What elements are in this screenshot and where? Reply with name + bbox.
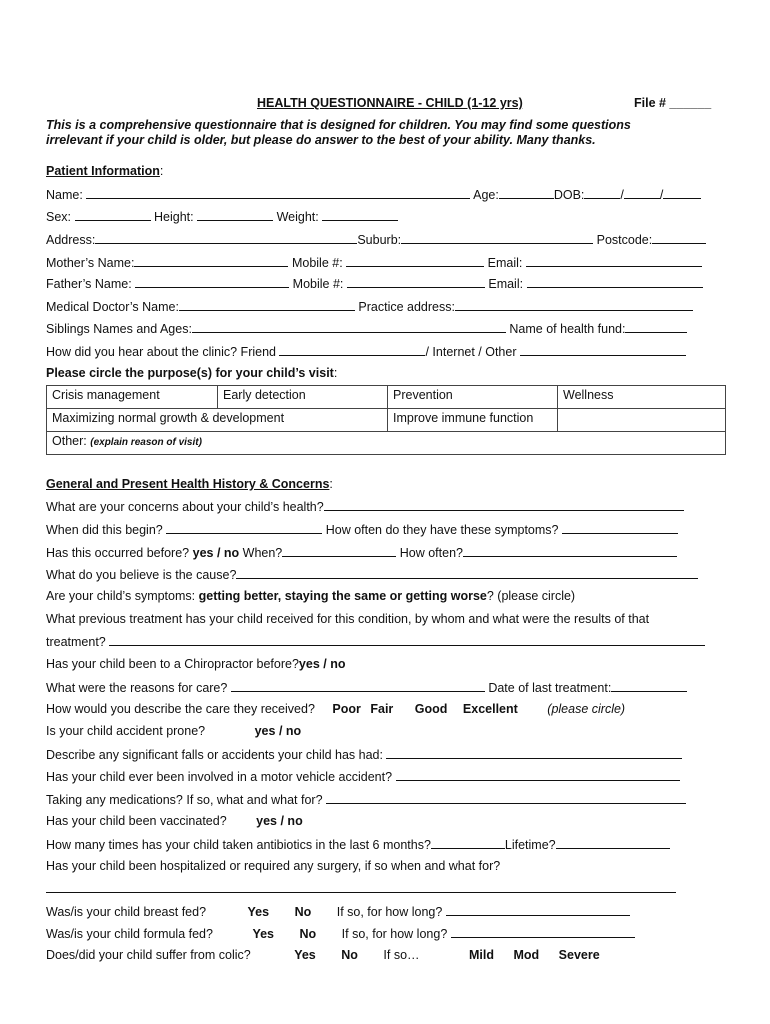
previous-treatment-label-2: treatment?	[46, 635, 106, 649]
yes-option[interactable]: Yes	[247, 905, 270, 919]
row-sex	[46, 209, 398, 224]
doctor-name-label: Medical Doctor’s Name:	[46, 300, 179, 314]
if-so-label: If so…	[383, 948, 420, 962]
mother-mobile-field[interactable]	[346, 255, 484, 267]
dob-slash: /	[620, 188, 624, 202]
mother-name-field[interactable]	[134, 255, 288, 267]
heading-colon: :	[159, 164, 164, 178]
concerns-field[interactable]	[324, 499, 684, 511]
chiropractor-label: Has your child been to a Chiropractor before?	[46, 657, 299, 671]
yes-no-option[interactable]: yes / no	[192, 546, 240, 560]
falls-field[interactable]	[386, 747, 682, 759]
medications-field[interactable]	[326, 792, 686, 804]
how-often-label: How often?	[399, 546, 463, 560]
last-treatment-field[interactable]	[611, 680, 687, 692]
row-antibiotics	[46, 837, 670, 852]
yes-no-option[interactable]: yes / no	[298, 657, 346, 671]
row-hospitalized-answer	[46, 881, 676, 896]
row-referral	[46, 344, 686, 359]
health-fund-field[interactable]	[625, 321, 687, 333]
purpose-option[interactable]: Prevention	[388, 386, 558, 409]
postcode-field[interactable]	[652, 232, 706, 244]
purpose-row	[47, 409, 726, 432]
row-hospitalized	[46, 859, 500, 873]
yes-no-option[interactable]: yes / no	[254, 724, 302, 738]
row-motor	[46, 769, 680, 784]
cause-field[interactable]	[236, 567, 698, 579]
doctor-name-field[interactable]	[179, 299, 355, 311]
row-symptoms	[46, 589, 575, 603]
row-name	[46, 187, 701, 202]
row-vaccinated	[46, 814, 303, 828]
rating-fair[interactable]: Fair	[370, 702, 394, 716]
suburb-field[interactable]	[401, 232, 593, 244]
patient-info-heading	[46, 164, 163, 178]
practice-address-field[interactable]	[455, 299, 693, 311]
row-accident-prone	[46, 724, 301, 738]
row-before	[46, 545, 677, 560]
purpose-title: Please circle the purpose(s) for your child’s visit	[46, 366, 334, 380]
formula-fed-label: Was/is your child formula fed?	[46, 927, 213, 941]
when-field[interactable]	[282, 545, 396, 557]
purpose-row	[47, 386, 726, 409]
siblings-field[interactable]	[192, 321, 506, 333]
mother-email-label: Email:	[487, 256, 523, 270]
how-often-field[interactable]	[463, 545, 677, 557]
row-doctor	[46, 299, 693, 314]
previous-treatment-label: What previous treatment has your child received for this condition, by whom and what were the results of that	[46, 612, 650, 626]
suburb-label: Suburb:	[357, 233, 402, 247]
dob-slash: /	[659, 188, 664, 202]
patient-info-title: Patient Information	[46, 164, 160, 178]
father-name-label: Father’s Name:	[46, 277, 132, 291]
sex-label: Sex:	[46, 210, 72, 224]
row-formula-fed	[46, 926, 635, 941]
form-title: HEALTH QUESTIONNAIRE - CHILD (1-12 yrs)	[257, 96, 523, 110]
antibiotics-field[interactable]	[431, 837, 505, 849]
weight-field[interactable]	[322, 209, 398, 221]
no-option[interactable]: No	[299, 927, 317, 941]
heading-colon: :	[329, 477, 333, 491]
medications-label: Taking any medications? If so, what and what for?	[46, 793, 323, 807]
file-number: File # ______	[634, 96, 712, 110]
history-title: General and Present Health History & Concerns	[46, 477, 330, 491]
row-falls	[46, 747, 682, 762]
yes-option[interactable]: Yes	[294, 948, 316, 962]
referral-options: / Internet / Other	[425, 345, 517, 359]
accident-prone-label: Is your child accident prone?	[46, 724, 206, 738]
referral-label: How did you hear about the clinic? Friend	[46, 345, 276, 359]
severity-severe[interactable]: Severe	[558, 948, 600, 962]
purpose-heading	[46, 366, 337, 380]
row-reasons	[46, 680, 687, 695]
no-option[interactable]: No	[294, 905, 312, 919]
antibiotics-label: How many times has your child taken antibiotics in the last 6 months?	[46, 838, 431, 852]
row-meds	[46, 792, 686, 807]
father-mobile-label: Mobile #:	[292, 277, 344, 291]
row-concerns	[46, 499, 684, 514]
practice-address-label: Practice address:	[358, 300, 455, 314]
describe-care-label: How would you describe the care they received?	[46, 702, 315, 716]
row-breast-fed	[46, 904, 630, 919]
mother-email-field[interactable]	[526, 255, 702, 267]
occurred-before-label: Has this occurred before?	[46, 546, 190, 560]
lifetime-field[interactable]	[556, 837, 670, 849]
purpose-empty-cell	[558, 409, 726, 432]
mother-name-label: Mother’s Name:	[46, 256, 135, 270]
father-mobile-field[interactable]	[347, 276, 485, 288]
purpose-option[interactable]: Maximizing normal growth & development	[47, 409, 388, 432]
purpose-option[interactable]: Improve immune function	[388, 409, 558, 432]
row-chiro	[46, 657, 345, 671]
falls-label: Describe any significant falls or accidents your child has had:	[46, 748, 383, 762]
how-long-label: If so, for how long?	[336, 905, 443, 919]
last-treatment-label: Date of last treatment:	[488, 681, 612, 695]
row-describe-care	[46, 702, 625, 716]
father-email-label: Email:	[488, 277, 524, 291]
purpose-option[interactable]: Crisis management	[47, 386, 218, 409]
severity-mild[interactable]: Mild	[469, 948, 495, 962]
symptoms-options[interactable]: getting better, staying the same or getting worse	[198, 589, 487, 603]
concerns-label: What are your concerns about your child’s health?	[46, 500, 324, 514]
motor-accident-label: Has your child ever been involved in a motor vehicle accident?	[46, 770, 393, 784]
purpose-row	[47, 432, 726, 455]
other-label: Other:	[52, 434, 87, 448]
breast-fed-duration-field[interactable]	[446, 904, 630, 916]
heading-colon: :	[333, 366, 338, 380]
row-address	[46, 232, 706, 247]
row-mother	[46, 255, 702, 270]
rating-excellent[interactable]: Excellent	[462, 702, 518, 716]
mother-mobile-label: Mobile #:	[291, 256, 343, 270]
breast-fed-label: Was/is your child breast fed?	[46, 905, 207, 919]
purpose-table	[46, 385, 726, 455]
no-option[interactable]: No	[341, 948, 358, 962]
begin-field[interactable]	[166, 522, 322, 534]
cause-label: What do you believe is the cause?	[46, 568, 237, 582]
rating-good[interactable]: Good	[414, 702, 448, 716]
dob-label: DOB:	[553, 188, 585, 202]
dob-year-field[interactable]	[663, 187, 701, 199]
row-previous-treatment-2	[46, 634, 705, 649]
previous-treatment-field[interactable]	[109, 634, 705, 646]
postcode-label: Postcode:	[596, 233, 653, 247]
sex-field[interactable]	[75, 209, 151, 221]
how-long-label: If so, for how long?	[341, 927, 448, 941]
yes-no-option[interactable]: yes / no	[256, 814, 303, 828]
hospitalized-label: Has your child been hospitalized or required any surgery, if so when and what for?	[46, 859, 501, 873]
row-colic	[46, 948, 600, 962]
intro-line-2: irrelevant if your child is older, but please do answer to the best of your ability. Many thanks.	[46, 133, 596, 147]
purpose-other-cell[interactable]	[47, 432, 726, 455]
symptoms-label: Are your child’s symptoms:	[46, 589, 196, 603]
row-begin	[46, 522, 678, 537]
begin-label: When did this begin?	[46, 523, 163, 537]
please-circle-note: (please circle)	[547, 702, 626, 716]
row-siblings	[46, 321, 687, 336]
address-field[interactable]	[95, 232, 357, 244]
name-field[interactable]	[86, 187, 470, 199]
yes-option[interactable]: Yes	[252, 927, 275, 941]
health-fund-label: Name of health fund:	[509, 322, 626, 336]
history-heading	[46, 477, 333, 491]
hospitalized-field[interactable]	[46, 881, 676, 893]
dob-month-field[interactable]	[624, 187, 660, 199]
age-field[interactable]	[499, 187, 554, 199]
row-previous-treatment-1	[46, 612, 649, 626]
frequency-label: How often do they have these symptoms?	[325, 523, 559, 537]
referral-friend-field[interactable]	[279, 344, 425, 356]
intro-line-1: This is a comprehensive questionnaire that is designed for children. You may find some questions	[46, 118, 631, 132]
purpose-option[interactable]: Wellness	[558, 386, 726, 409]
vaccinated-label: Has your child been vaccinated?	[46, 814, 227, 828]
reasons-field[interactable]	[231, 680, 485, 692]
height-label: Height:	[153, 210, 194, 224]
dob-day-field[interactable]	[584, 187, 620, 199]
please-circle-note: ? (please circle)	[486, 589, 576, 603]
colic-label: Does/did your child suffer from colic?	[46, 948, 251, 962]
reasons-label: What were the reasons for care?	[46, 681, 228, 695]
rating-poor[interactable]: Poor	[332, 702, 361, 716]
other-note: (explain reason of visit)	[90, 437, 202, 448]
height-field[interactable]	[197, 209, 273, 221]
age-label: Age:	[473, 188, 499, 202]
severity-mod[interactable]: Mod	[513, 948, 540, 962]
siblings-label: Siblings Names and Ages:	[46, 322, 192, 336]
motor-accident-field[interactable]	[396, 769, 680, 781]
frequency-field[interactable]	[562, 522, 678, 534]
father-name-field[interactable]	[135, 276, 289, 288]
formula-fed-duration-field[interactable]	[451, 926, 635, 938]
weight-label: Weight:	[276, 210, 319, 224]
purpose-option[interactable]: Early detection	[218, 386, 388, 409]
name-label: Name:	[46, 188, 83, 202]
lifetime-label: Lifetime?	[504, 838, 556, 852]
row-father	[46, 276, 703, 291]
referral-other-field[interactable]	[520, 344, 686, 356]
row-cause	[46, 567, 698, 582]
father-email-field[interactable]	[527, 276, 703, 288]
when-label: When?	[242, 546, 283, 560]
address-label: Address:	[46, 233, 96, 247]
